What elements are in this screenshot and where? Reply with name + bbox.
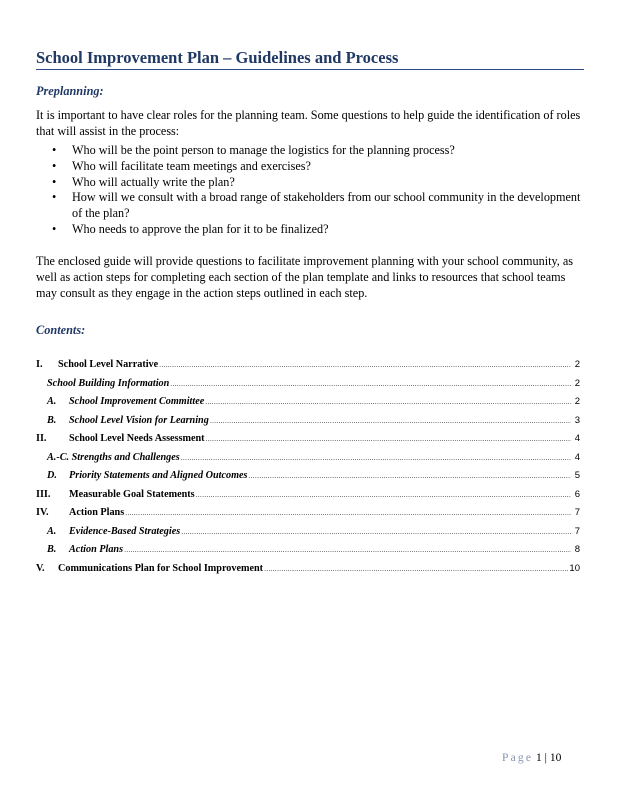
toc-entry[interactable]	[36, 489, 580, 508]
toc-entry-number: I.	[36, 359, 43, 370]
toc-entry-page: 4	[574, 451, 580, 463]
toc-entry[interactable]	[36, 415, 580, 434]
toc-entry-label: Communications Plan for School Improvement	[58, 562, 264, 574]
toc-dot-leader	[196, 492, 571, 499]
toc-entry[interactable]	[36, 507, 580, 526]
toc-entry-number: A.	[47, 525, 57, 537]
bullet-icon: •	[52, 143, 57, 157]
toc-entry[interactable]	[36, 526, 580, 545]
toc-entry-page: 7	[574, 507, 580, 518]
toc-entry-page: 10	[569, 562, 580, 574]
bullet-icon: •	[52, 190, 57, 205]
toc-entry[interactable]	[36, 433, 580, 452]
toc-entry-number: III.	[36, 488, 51, 500]
toc-dot-leader	[264, 566, 568, 573]
toc-entry-page: 5	[574, 470, 580, 481]
role-questions-list	[36, 143, 584, 238]
toc-entry[interactable]	[36, 544, 580, 563]
preplanning-heading: Preplanning:	[36, 84, 104, 98]
guide-description: The enclosed guide will provide questions to facilitate improvement planning with your school community, as well as action steps for completing each section of the plan template and links to resources that school teams may consult as they engage in the action steps outlined in each step.	[36, 254, 574, 301]
toc-entry-page: 2	[574, 377, 580, 389]
page-footer	[502, 752, 561, 764]
toc-dot-leader	[248, 473, 571, 480]
toc-entry-number: A.	[47, 396, 57, 407]
list-item: • Who will facilitate team meetings and exercises?	[52, 158, 311, 173]
toc-entry-label: School Building Information	[47, 377, 170, 389]
toc-entry-page: 8	[574, 544, 580, 555]
toc-entry-number: B.	[47, 544, 57, 555]
toc-entry-label: School Improvement Committee	[69, 396, 205, 407]
toc-entry-page: 4	[574, 433, 580, 444]
toc-entry-label: Action Plans	[69, 544, 124, 555]
toc-entry[interactable]	[36, 396, 580, 415]
toc-entry-label: Measurable Goal Statements	[69, 488, 195, 500]
toc-dot-leader	[206, 436, 571, 443]
toc-dot-leader	[170, 381, 571, 388]
toc-entry-number: IV.	[36, 507, 49, 518]
toc-entry[interactable]	[36, 378, 580, 397]
toc-entry-page: 6	[574, 488, 580, 500]
toc-entry-page: 3	[574, 414, 580, 426]
toc-entry-label: Priority Statements and Aligned Outcomes	[69, 470, 248, 481]
toc-entry-page: 2	[574, 396, 580, 407]
list-item: • How will we consult with a broad range of stakeholders from our school community in the development of the plan?	[52, 190, 581, 221]
toc-entry[interactable]	[36, 359, 580, 378]
toc-entry-label: School Level Vision for Learning	[69, 414, 209, 426]
toc-entry-number: V.	[36, 562, 45, 574]
toc-entry[interactable]	[36, 470, 580, 489]
contents-heading: Contents:	[36, 323, 86, 337]
toc-dot-leader	[210, 418, 571, 425]
list-item: • Who needs to approve the plan for it to be finalized?	[52, 221, 329, 236]
toc-entry-number: D.	[47, 470, 57, 481]
toc-entry-label: Evidence-Based Strategies	[69, 525, 181, 537]
preplanning-intro: It is important to have clear roles for the planning team. Some questions to help guide the identification of roles that will assist in the process:	[36, 108, 581, 139]
bullet-icon: •	[52, 158, 57, 173]
toc-dot-leader	[181, 455, 571, 462]
toc-dot-leader	[205, 399, 571, 406]
toc-entry[interactable]	[36, 563, 580, 582]
toc-dot-leader	[125, 510, 571, 517]
table-of-contents	[36, 359, 580, 581]
total-pages: 10	[549, 752, 562, 764]
list-item: • Who will actually write the plan?	[52, 174, 235, 189]
page-separator: |	[541, 752, 550, 764]
toc-dot-leader	[181, 529, 571, 536]
page-label: Page	[502, 752, 534, 764]
bullet-icon: •	[52, 221, 57, 236]
toc-dot-leader	[124, 547, 571, 554]
toc-dot-leader	[159, 362, 571, 369]
toc-entry-page: 2	[574, 359, 580, 370]
document-title: School Improvement Plan – Guidelines and Process	[36, 48, 584, 70]
toc-entry-page: 7	[574, 525, 580, 537]
list-item: • Who will be the point person to manage the logistics for the planning process?	[52, 143, 455, 157]
toc-entry-label: A.-C. Strengths and Challenges	[47, 451, 180, 463]
toc-entry-label: School Level Needs Assessment	[69, 433, 205, 444]
toc-entry-number: B.	[47, 414, 57, 426]
toc-entry-label: Action Plans	[69, 507, 125, 518]
toc-entry-number: II.	[36, 433, 47, 444]
toc-entry[interactable]	[36, 452, 580, 471]
bullet-icon: •	[52, 174, 57, 189]
toc-entry-label: School Level Narrative	[58, 359, 159, 370]
current-page-number: 1	[536, 752, 542, 764]
